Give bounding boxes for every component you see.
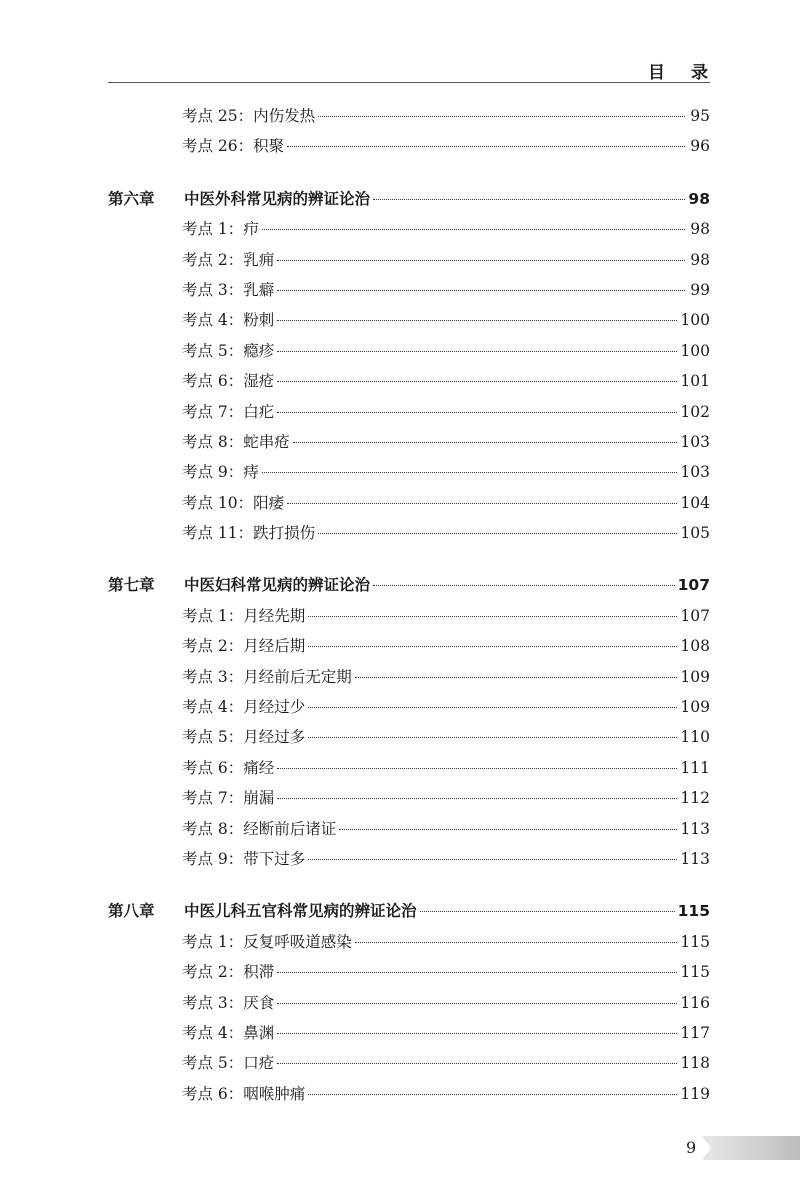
toc-entry[interactable] (108, 339, 710, 369)
toc-entry-page: 117 (680, 1023, 710, 1042)
toc-entry[interactable] (108, 665, 710, 695)
toc-entry[interactable] (108, 369, 710, 399)
toc-entry-label: 考点 5：瘾疹 (182, 341, 275, 360)
dot-leader (318, 533, 677, 534)
toc-entry-label: 考点 7：崩漏 (182, 789, 275, 808)
dot-leader (277, 972, 677, 973)
toc-entry-label: 考点 8：蛇串疮 (182, 432, 290, 451)
toc-entry-label: 考点 2：积滞 (182, 963, 275, 982)
toc-entry-page: 111 (680, 758, 710, 777)
chapter-number: 第六章 (108, 189, 155, 208)
dot-leader (293, 442, 678, 443)
toc-entry[interactable] (108, 134, 710, 164)
dot-leader (287, 146, 685, 147)
toc-entry[interactable] (108, 756, 710, 786)
dot-leader (420, 911, 675, 912)
toc-entry[interactable] (108, 817, 710, 847)
toc-entry[interactable] (108, 460, 710, 490)
toc-entry-page: 98 (690, 220, 710, 239)
dot-leader (355, 677, 678, 678)
toc-entry-page: 119 (680, 1084, 710, 1103)
toc-entry-page: 116 (680, 993, 710, 1012)
toc-entry[interactable] (108, 248, 710, 278)
toc-entry-page: 109 (680, 667, 710, 686)
dot-leader (277, 1003, 677, 1004)
toc-entry-page: 99 (690, 280, 710, 299)
chapter-title: 中医儿科五官科常见病的辨证论治 (184, 902, 417, 921)
toc-entry-label: 考点 11：跌打损伤 (182, 524, 316, 543)
toc-entry-page: 109 (680, 698, 710, 717)
toc-entry-label: 考点 1：反复呼吸道感染 (182, 932, 352, 951)
table-of-contents (108, 104, 710, 1112)
toc-entry-page: 112 (680, 789, 710, 808)
toc-entry[interactable] (108, 217, 710, 247)
dot-leader (355, 942, 678, 943)
dot-leader (318, 116, 685, 117)
toc-entry-page: 102 (680, 402, 710, 421)
toc-entry-label: 考点 4：月经过少 (182, 698, 306, 717)
dot-leader (277, 290, 685, 291)
toc-entry-label: 考点 8：经断前后诸证 (182, 819, 337, 838)
dot-leader (308, 616, 677, 617)
toc-entry-page: 104 (680, 493, 710, 512)
running-header-title: 目录 (648, 63, 734, 83)
toc-entry-label: 考点 4：鼻渊 (182, 1023, 275, 1042)
toc-entry-label: 考点 6：湿疮 (182, 372, 275, 391)
toc-entry-page: 108 (680, 637, 710, 656)
dot-leader (262, 472, 678, 473)
toc-entry-page: 115 (680, 932, 710, 951)
toc-entry-page: 95 (690, 107, 710, 125)
toc-entry-page: 113 (680, 819, 710, 838)
page-tab-decoration (702, 1136, 800, 1160)
toc-entry[interactable] (108, 960, 710, 990)
toc-entry-label: 考点 4：粉刺 (182, 311, 275, 330)
toc-entry-label: 考点 5：月经过多 (182, 728, 306, 747)
toc-entry-label: 考点 6：咽喉肿痛 (182, 1084, 306, 1103)
dot-leader (308, 1094, 677, 1095)
toc-entry[interactable] (108, 695, 710, 725)
toc-entry-label: 考点 9：痔 (182, 463, 259, 482)
page-number: 9 (686, 1138, 697, 1157)
dot-leader (339, 829, 677, 830)
toc-entry-page: 118 (680, 1054, 710, 1073)
toc-entry-page: 115 (680, 963, 710, 982)
dot-leader (277, 768, 677, 769)
toc-entry-page: 103 (680, 432, 710, 451)
toc-entry-label: 考点 2：乳痈 (182, 250, 275, 269)
toc-entry-page: 101 (680, 372, 710, 391)
dot-leader (373, 199, 685, 200)
toc-entry[interactable] (108, 430, 710, 460)
toc-entry-page: 110 (680, 728, 710, 747)
toc-entry[interactable] (108, 1021, 710, 1051)
toc-entry-page: 96 (690, 137, 710, 156)
toc-entry[interactable] (108, 1082, 710, 1112)
toc-entry[interactable] (108, 847, 710, 877)
toc-entry-label: 考点 3：乳癖 (182, 280, 275, 299)
toc-entry-label: 考点 25：内伤发热 (182, 107, 316, 125)
toc-entry[interactable] (108, 278, 710, 308)
toc-entry-label: 考点 26：积聚 (182, 137, 285, 156)
chapter-title: 中医外科常见病的辨证论治 (184, 189, 371, 208)
toc-entry[interactable] (108, 725, 710, 755)
toc-entry-label: 考点 2：月经后期 (182, 637, 306, 656)
toc-entry-label: 考点 1：疖 (182, 220, 259, 239)
toc-entry[interactable] (108, 930, 710, 960)
toc-entry[interactable] (108, 400, 710, 430)
toc-entry-page: 98 (690, 250, 710, 269)
dot-leader (277, 1033, 677, 1034)
toc-entry-page: 100 (680, 311, 710, 330)
toc-entry[interactable] (108, 491, 710, 521)
dot-leader (277, 381, 677, 382)
toc-entry-page: 113 (680, 849, 710, 868)
toc-entry[interactable] (108, 308, 710, 338)
toc-entry[interactable] (108, 104, 710, 134)
toc-entry[interactable] (108, 786, 710, 816)
toc-entry-label: 考点 9：带下过多 (182, 849, 306, 868)
toc-chapter-heading[interactable] (108, 899, 710, 929)
toc-chapter-heading[interactable] (108, 187, 710, 217)
toc-entry-label: 考点 7：白疕 (182, 402, 275, 421)
dot-leader (277, 798, 677, 799)
toc-entry-page: 103 (680, 463, 710, 482)
header-rule (108, 82, 710, 83)
toc-entry-label: 考点 3：厌食 (182, 993, 275, 1012)
chapter-title: 中医妇科常见病的辨证论治 (184, 576, 371, 595)
dot-leader (277, 351, 677, 352)
dot-leader (277, 1063, 677, 1064)
toc-chapter-heading[interactable] (108, 573, 710, 603)
chapter-number: 第七章 (108, 576, 155, 595)
dot-leader (308, 737, 677, 738)
dot-leader (308, 646, 677, 647)
toc-entry[interactable] (108, 1051, 710, 1081)
dot-leader (277, 412, 677, 413)
toc-entry[interactable] (108, 991, 710, 1021)
toc-entry-label: 考点 5：口疮 (182, 1054, 275, 1073)
dot-leader (373, 585, 675, 586)
chapter-number: 第八章 (108, 902, 155, 921)
toc-entry-label: 考点 10：阳痿 (182, 493, 285, 512)
dot-leader (308, 707, 677, 708)
toc-entry-label: 考点 6：痛经 (182, 758, 275, 777)
chapter-page: 98 (688, 189, 710, 208)
toc-entry-label: 考点 1：月经先期 (182, 606, 306, 625)
dot-leader (287, 503, 677, 504)
toc-entry[interactable] (108, 604, 710, 634)
chapter-page: 115 (677, 902, 710, 921)
toc-entry-page: 107 (680, 606, 710, 625)
dot-leader (277, 260, 685, 261)
toc-entry-label: 考点 3：月经前后无定期 (182, 667, 352, 686)
dot-leader (262, 229, 685, 230)
dot-leader (308, 859, 677, 860)
toc-entry-page: 100 (680, 341, 710, 360)
toc-entry[interactable] (108, 521, 710, 551)
chapter-page: 107 (677, 576, 710, 595)
toc-entry[interactable] (108, 634, 710, 664)
dot-leader (277, 320, 677, 321)
toc-entry-page: 105 (680, 524, 710, 543)
